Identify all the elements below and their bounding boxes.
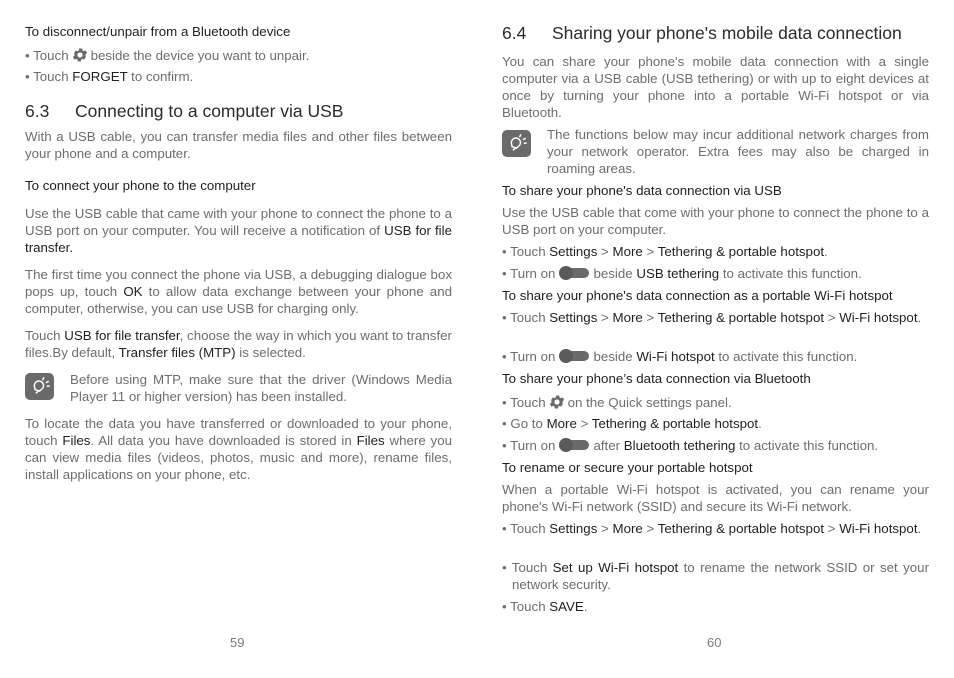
disconnect-bullet-gear: • Touch beside the device you want to unpair. xyxy=(25,48,310,63)
section-heading-6-4: 6.4 Sharing your phone's mobile data connection xyxy=(502,23,902,43)
toggle-switch-icon xyxy=(558,438,590,452)
page-number-left: 59 xyxy=(230,635,245,650)
wifi-bullet-toggle: • Turn on beside Wi-Fi hotspot to activate this function. xyxy=(502,349,858,364)
bt-share-title: To share your phone’s data connection via Bluetooth xyxy=(502,371,811,386)
rename-bullet-setup: • Touch Set up Wi-Fi hotspot to rename the network SSID or set your network security. xyxy=(502,560,929,592)
rename-paragraph: When a portable Wi-Fi hotspot is activated, you can rename your phone's Wi-Fi network (SSID) and secure its Wi-Fi network. xyxy=(502,482,929,514)
wifi-bullet-settings: • Touch Settings > More > Tethering & portable hotspot > Wi-Fi hotspot. xyxy=(502,310,922,325)
lightbulb-tip-icon xyxy=(25,373,54,400)
wifi-share-title: To share your phone's data connection as a portable Wi-Fi hotspot xyxy=(502,288,893,303)
usb-bullet-settings: • Touch Settings > More > Tethering & portable hotspot. xyxy=(502,244,828,259)
gear-icon xyxy=(548,393,566,411)
usb-paragraph-3: Touch USB for file transfer, choose the way in which you want to transfer files.By default, Transfer files (MTP) is selected. xyxy=(25,328,452,360)
usb-bullet-toggle: • Turn on beside USB tethering to activate this function. xyxy=(502,266,862,281)
usb-paragraph-1: Use the USB cable that came with your phone to connect the phone to a USB port on your computer. You will receive a notification of USB for file transfer. xyxy=(25,206,452,255)
gear-icon xyxy=(71,46,89,64)
mtp-note: Before using MTP, make sure that the driver (Windows Media Player 11 or higher version) has been installed. xyxy=(25,371,452,405)
rename-bullet-save: • Touch SAVE. xyxy=(502,599,588,614)
usb-share-paragraph: Use the USB cable that come with your phone to connect the phone to a USB port on your computer. xyxy=(502,205,929,237)
rename-bullet-settings: • Touch Settings > More > Tethering & portable hotspot > Wi-Fi hotspot. xyxy=(502,521,922,536)
section-heading-6-3: 6.3 Connecting to a computer via USB xyxy=(25,101,344,121)
disconnect-title: To disconnect/unpair from a Bluetooth device xyxy=(25,24,291,39)
charges-note: The functions below may incur additional network charges from your network operator. Extra fees may also be charged in roaming areas. xyxy=(502,126,929,177)
page-number-right: 60 xyxy=(707,635,722,650)
disconnect-bullet-forget: • Touch FORGET to confirm. xyxy=(25,69,194,84)
sharing-intro: You can share your phone's mobile data connection with a single computer via a USB cable (USB tethering) or with up to eight devices at once by turning your phone into a portable Wi-Fi hotspot or via Bluetooth. xyxy=(502,54,929,120)
usb-intro: With a USB cable, you can transfer media files and other files between your phone and a computer. xyxy=(25,129,452,161)
lightbulb-tip-icon xyxy=(502,130,531,157)
usb-paragraph-2: The first time you connect the phone via USB, a debugging dialogue box pops up, touch OK to allow data exchange between your phone and computer, otherwise, you can use USB for charging only. xyxy=(25,267,452,316)
bt-bullet-gear: • Touch on the Quick settings panel. xyxy=(502,395,732,410)
bt-bullet-more: • Go to More > Tethering & portable hotspot. xyxy=(502,416,762,431)
toggle-switch-icon xyxy=(558,349,590,363)
usb-share-title: To share your phone's data connection via USB xyxy=(502,183,782,198)
rename-title: To rename or secure your portable hotspot xyxy=(502,460,753,475)
connect-title: To connect your phone to the computer xyxy=(25,178,256,193)
usb-paragraph-4: To locate the data you have transferred or downloaded to your phone, touch Files. All data you have downloaded is stored in Files where you can view media files (videos, photos, music and more), rename files, install applications on your phone, etc. xyxy=(25,416,452,482)
toggle-switch-icon xyxy=(558,266,590,280)
bt-bullet-toggle: • Turn on after Bluetooth tethering to activate this function. xyxy=(502,438,879,453)
